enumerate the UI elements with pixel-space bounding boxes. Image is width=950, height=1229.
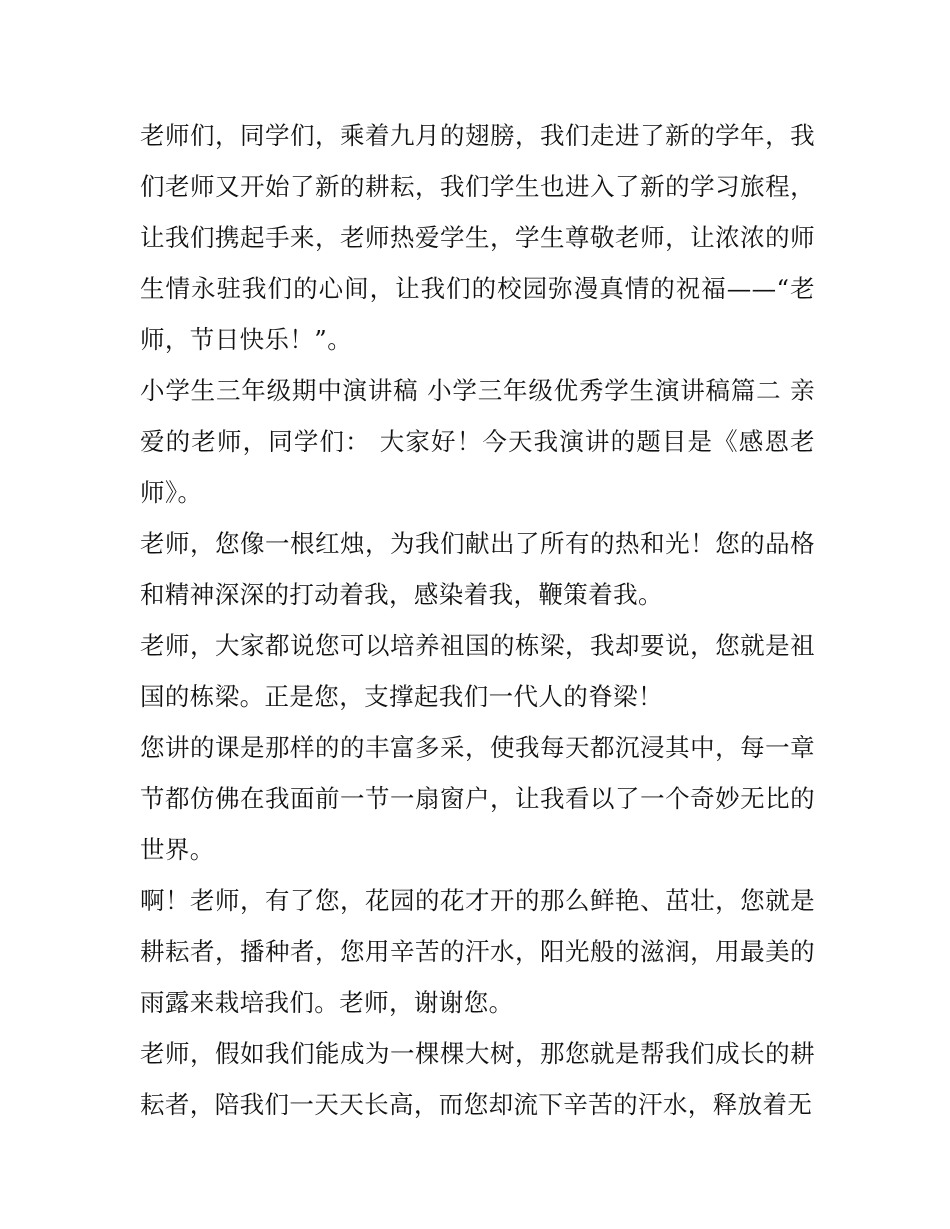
- paragraph-4: 老师，大家都说您可以培养祖国的栋梁，我却要说，您就是祖国的栋梁。正是您，支撑起我们一代人的脊梁！: [140, 631, 815, 711]
- paragraph-7: 老师，假如我们能成为一棵棵大树，那您就是帮我们成长的耕耘者，陪我们一天天长高，而您却流下辛苦的汗水，释放着无: [140, 1039, 815, 1119]
- document-body: [140, 110, 815, 1130]
- paragraph-1: 老师们，同学们，乘着九月的翅膀，我们走进了新的学年，我们老师又开始了新的耕耘，我们学生也进入了新的学习旅程，让我们携起手来，老师热爱学生，学生尊敬老师，让浓浓的师生情永驻我们的心间，让我们的校园弥漫真情的祝福——“老师，节日快乐！”。: [140, 121, 815, 354]
- paragraph-2: 小学生三年级期中演讲稿 小学三年级优秀学生演讲稿篇二 亲爱的老师，同学们： 大家好！今天我演讲的题目是《感恩老师》。: [140, 376, 815, 507]
- paragraph-6: 啊！老师，有了您，花园的花才开的那么鲜艳、茁壮，您就是耕耘者，播种者，您用辛苦的汗水，阳光般的滋润，用最美的雨露来栽培我们。老师，谢谢您。: [140, 886, 815, 1017]
- paragraph-5: 您讲的课是那样的的丰富多采，使我每天都沉浸其中，每一章节都仿佛在我面前一节一扇窗户，让我看以了一个奇妙无比的世界。: [140, 733, 815, 864]
- paragraph-3: 老师，您像一根红烛，为我们献出了所有的热和光！您的品格和精神深深的打动着我，感染着我，鞭策着我。: [140, 529, 815, 609]
